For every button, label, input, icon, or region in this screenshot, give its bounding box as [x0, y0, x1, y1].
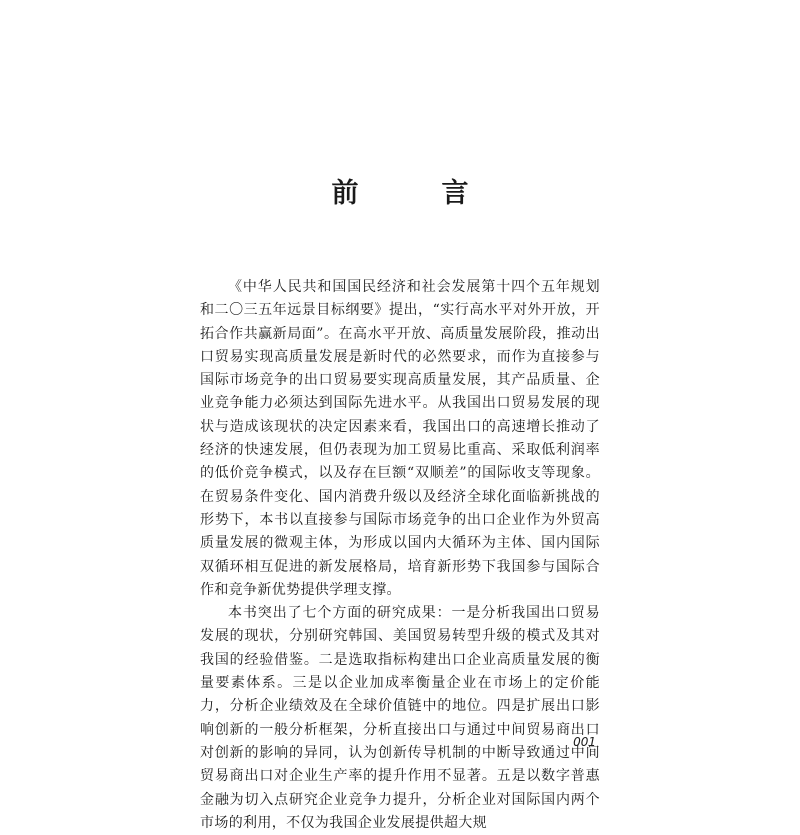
body-text [200, 276, 600, 835]
page-number: 001 [573, 735, 596, 749]
paragraph-1: 《中华人民共和国国民经济和社会发展第十四个五年规划和二〇三五年远景目标纲要》提出，“实行高水平对外开放，开拓合作共赢新局面”。在高水平开放、高质量发展阶段，推动出口贸易实现高质量发展是新时代的必然要求，而作为直接参与国际市场竞争的出口贸易要实现高质量发展，其产品质量、企业竞争能力必须达到国际先进水平。从我国出口贸易发展的现状与造成该现状的决定因素来看，我国出口的高速增长推动了经济的快速发展，但仍表现为加工贸易比重高、采取低利润率的低价竞争模式，以及存在巨额“双顺差”的国际收支等现象。在贸易条件变化、国内消费升级以及经济全球化面临新挑战的形势下，本书以直接参与国际市场竞争的出口企业作为外贸高质量发展的微观主体，为形成以国内大循环为主体、国内国际双循环相互促进的新发展格局，培育新形势下我国参与国际合作和竞争新优势提供学理支撑。 [200, 279, 600, 598]
paragraph-2: 本书突出了七个方面的研究成果：一是分析我国出口贸易发展的现状，分别研究韩国、美国贸易转型升级的模式及其对我国的经验借鉴。二是选取指标构建出口企业高质量发展的衡量要素体系。三是以企业加成率衡量企业在市场上的定价能力，分析企业绩效及在全球价值链中的地位。四是扩展出口影响创新的一般分析框架，分析直接出口与通过中间贸易商出口对创新的影响的异同，认为创新传导机制的中断导致通过中间贸易商出口对企业生产率的提升作用不显著。五是以数字普惠金融为切入点研究企业竞争力提升，分析企业对国际国内两个市场的利用，不仅为我国企业发展提供超大规 [200, 605, 600, 831]
page-title: 前 言 [331, 178, 497, 209]
